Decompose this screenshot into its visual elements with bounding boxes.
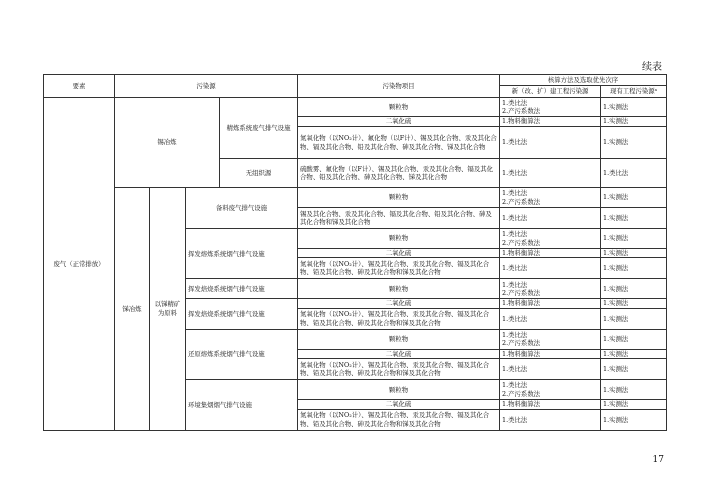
- environ-collection-source: 环境集烟烟气排气设施: [186, 380, 298, 430]
- pollutant-cell: 颗粒物: [298, 279, 500, 299]
- pollutant-cell: 锡及其化合物、汞及其化合物、镉及其化合物、铅及其化合物、砷及其化合物和锑及其化合物: [298, 208, 500, 229]
- new-method-cell: 1.类比法: [500, 359, 601, 380]
- existing-method-cell: 1.实测法: [601, 409, 667, 430]
- exhaust-gas-label: 废气（正常排放）: [44, 98, 115, 431]
- existing-method-cell: 1.实测法: [601, 258, 667, 279]
- header-row: [44, 75, 667, 86]
- existing-method-cell: 1.实测法: [601, 117, 667, 127]
- tin-smelting-label: 锡冶炼: [115, 98, 220, 188]
- existing-method-cell: 1.实测法: [601, 188, 667, 208]
- table-row: [44, 188, 667, 208]
- volatile-roast-source: 挥发焙烧系统烟气排气设施: [186, 279, 298, 299]
- new-method-cell: 1.物料衡算法: [500, 349, 601, 358]
- pollutant-cell: 颗粒物: [298, 98, 500, 117]
- header-source: 污染源: [115, 75, 298, 98]
- new-method-cell: 1.类比法: [500, 409, 601, 430]
- pollutant-cell: 二氧化硫: [298, 400, 500, 409]
- feed-prep-source: 备料废气排气设施: [186, 188, 298, 229]
- new-method-cell: 1.类比法: [500, 159, 601, 188]
- new-method-cell: 1.类比法: [500, 308, 601, 329]
- tin-fugitive-source: 无组织源: [220, 159, 298, 188]
- tin-refining-source: 精炼系统废气排气设施: [220, 98, 298, 159]
- sulfide-ore-label: 以锑精矿为原料: [150, 188, 186, 431]
- new-method-cell: 1.类比法 2.产污系数法: [500, 188, 601, 208]
- pollutant-cell: 颗粒物: [298, 329, 500, 349]
- continued-label: 续表: [642, 62, 662, 73]
- existing-method-cell: 1.实测法: [601, 229, 667, 249]
- existing-method-cell: 1.实测法: [601, 249, 667, 258]
- existing-method-cell: 1.实测法: [601, 400, 667, 409]
- reduction-smelt-source: 还原熔炼系统烟气排气设施: [186, 329, 298, 379]
- existing-method-cell: 1.实测法: [601, 329, 667, 349]
- pollution-accounting-table: [43, 74, 667, 431]
- new-method-cell: 1.类比法 2.产污系数法: [500, 98, 601, 117]
- pollutant-cell: 二氧化硫: [298, 249, 500, 258]
- pollutant-cell: 颗粒物: [298, 188, 500, 208]
- pollutant-cell: 氮氧化物（以NO₂计）、锡及其化合物、汞及其化合物、镉及其化合物、铅及其化合物、砷及其化合物和锑及其化合物: [298, 409, 500, 430]
- pollutant-cell: 颗粒物: [298, 229, 500, 249]
- existing-method-cell: 1.实测法: [601, 380, 667, 400]
- pollutant-cell: 二氧化硫: [298, 349, 500, 358]
- existing-method-cell: 1.实测法: [601, 299, 667, 308]
- volatile-smelt-source: 挥发熔炼系统烟气排气设施: [186, 229, 298, 279]
- pollutant-cell: 氮氧化物（以NO₂计）、锡及其化合物、汞及其化合物、镉及其化合物、铅及其化合物、砷及其化合物和锑及其化合物: [298, 359, 500, 380]
- pollutant-cell: 氮氧化物（以NO₂计）、氟化物（以F计）、锡及其化合物、汞及其化合物、镉及其化合物、铅及其化合物、砷及其化合物、锑及其化合物: [298, 127, 500, 159]
- volatile-roast-source: 挥发焙烧系统烟气排气设施: [186, 299, 298, 329]
- new-method-cell: 1.类比法 2.产污系数法: [500, 329, 601, 349]
- new-method-cell: 1.类比法 2.产污系数法: [500, 279, 601, 299]
- new-method-cell: 1.类比法 2.产污系数法: [500, 380, 601, 400]
- pollutant-cell: 氮氧化物（以NO₂计）、锡及其化合物、汞及其化合物、镉及其化合物、铅及其化合物、砷及其化合物和锑及其化合物: [298, 308, 500, 329]
- pollutant-cell: 氮氧化物（以NO₂计）、锡及其化合物、汞及其化合物、镉及其化合物、铅及其化合物、砷及其化合物和锑及其化合物: [298, 258, 500, 279]
- existing-method-cell: 1.类比法: [601, 159, 667, 188]
- new-method-cell: 1.类比法 2.产污系数法: [500, 229, 601, 249]
- pollutant-cell: 颗粒物: [298, 380, 500, 400]
- existing-method-cell: 1.实测法: [601, 98, 667, 117]
- existing-method-cell: 1.实测法: [601, 127, 667, 159]
- existing-method-cell: 1.实测法: [601, 279, 667, 299]
- pollutant-cell: 二氧化硫: [298, 299, 500, 308]
- header-method-group: 核算方法及选取优先次序: [500, 75, 667, 86]
- header-factor: 要素: [44, 75, 115, 98]
- header-existing-project: 现有工程污染源ᵃ: [601, 86, 667, 98]
- new-method-cell: 1.类比法: [500, 127, 601, 159]
- new-method-cell: 1.物料衡算法: [500, 400, 601, 409]
- table-row: [44, 98, 667, 117]
- new-method-cell: 1.物料衡算法: [500, 249, 601, 258]
- existing-method-cell: 1.实测法: [601, 308, 667, 329]
- pollutant-cell: 硫酸雾、氟化物（以F计）、锡及其化合物、汞及其化合物、镉及其化合物、铅及其化合物、砷及其化合物、锑及其化合物: [298, 159, 500, 188]
- antimony-smelting-label: 锑冶炼: [115, 188, 150, 431]
- new-method-cell: 1.物料衡算法: [500, 117, 601, 127]
- new-method-cell: 1.物料衡算法: [500, 299, 601, 308]
- pollutant-cell: 二氧化硫: [298, 117, 500, 127]
- header-new-project: 新（改、扩）建工程污染源: [500, 86, 601, 98]
- existing-method-cell: 1.实测法: [601, 208, 667, 229]
- existing-method-cell: 1.实测法: [601, 349, 667, 358]
- new-method-cell: 1.类比法: [500, 208, 601, 229]
- page-number: 17: [652, 455, 664, 465]
- header-item: 污染物项目: [298, 75, 500, 98]
- new-method-cell: 1.类比法: [500, 258, 601, 279]
- existing-method-cell: 1.实测法: [601, 359, 667, 380]
